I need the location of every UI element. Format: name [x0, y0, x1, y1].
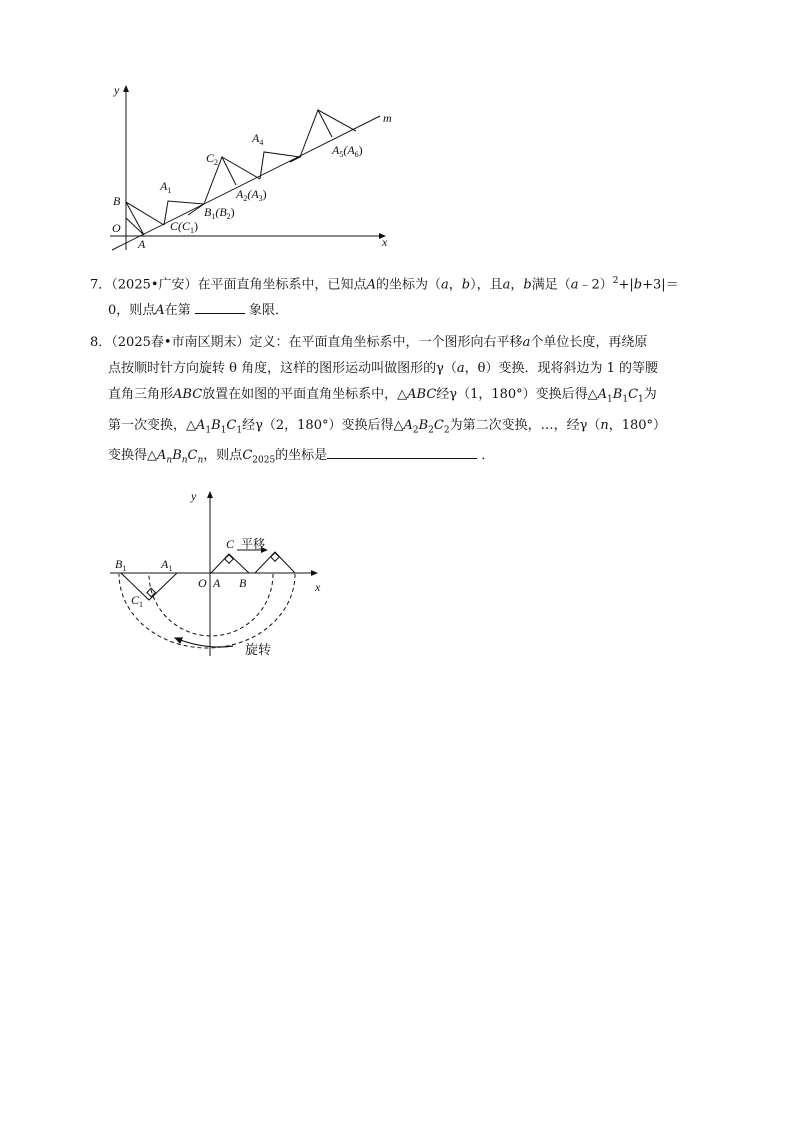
sub: 2025	[252, 455, 276, 466]
text: ，180°）	[608, 417, 667, 433]
text: 定义：在平面直角坐标系中，一个图形向右平移	[249, 335, 523, 350]
text: 经γ（1，180°）变换后得△	[436, 387, 598, 402]
sub: 1	[205, 425, 212, 436]
var: C	[242, 448, 253, 464]
text: 直角三角形	[108, 387, 174, 402]
question-8	[90, 330, 720, 474]
sub: 1	[638, 394, 644, 405]
text: 象限．	[248, 303, 288, 319]
var: A	[155, 303, 165, 319]
sub: 1	[622, 394, 629, 405]
point-b1-b2-label: $B_1(B_2)$	[204, 205, 235, 221]
var: ABC	[173, 387, 203, 402]
point-a2-a3-label: $A_2(A_3)$	[236, 187, 267, 203]
text: +|	[618, 277, 634, 293]
right-angle-mark	[225, 555, 233, 563]
text: ），且	[470, 277, 503, 293]
var: A	[157, 448, 167, 464]
var: b	[633, 277, 643, 293]
var: a	[522, 335, 531, 350]
triangle-chain	[126, 110, 356, 235]
point-a-label: A	[138, 237, 146, 251]
var: n	[600, 417, 609, 433]
var: B	[172, 448, 182, 464]
text: 经γ（2，180°）变换后得△	[242, 417, 404, 433]
origin-label: O	[198, 576, 207, 590]
var: A	[366, 277, 376, 293]
point-a-label: A	[213, 576, 221, 590]
text: 为第二次变换，…，经γ（	[449, 417, 601, 433]
var: A	[196, 417, 206, 433]
line-m	[112, 116, 380, 250]
var: C	[628, 387, 639, 402]
point-a5-a6-label: $A_5(A_6)$	[332, 143, 363, 159]
sub: n	[166, 455, 173, 466]
sub: 2	[443, 425, 450, 436]
x-label: x	[315, 580, 321, 594]
text: ，则点	[203, 448, 243, 464]
var: b	[461, 277, 471, 293]
m-label: m	[383, 111, 392, 125]
text: 满足（	[531, 277, 571, 293]
text: 的坐标为（	[375, 277, 441, 293]
figure-1	[100, 78, 400, 258]
var: B	[418, 417, 429, 433]
question-8-line-3	[90, 382, 720, 413]
point-b-label: B	[239, 576, 247, 590]
x-label: x	[382, 235, 388, 249]
text: 在第	[164, 303, 191, 319]
right-angle-mark	[271, 553, 279, 561]
figure-2	[105, 488, 335, 663]
var: B	[612, 387, 623, 402]
text: 第一次变换，△	[108, 417, 196, 433]
answer-blank[interactable]	[195, 299, 245, 314]
var: C	[226, 417, 237, 433]
text: ，	[510, 277, 524, 293]
var: a	[440, 277, 449, 293]
var: C	[433, 417, 444, 433]
var: b	[523, 277, 532, 293]
text: 点按顺时针方向旋转 θ 角度，这样的图形运动叫做图形的γ（	[108, 361, 457, 376]
origin-label: O	[112, 221, 121, 235]
text: 放置在如图的平面直角坐标系中，△	[202, 387, 408, 402]
text: ﹣2）	[578, 277, 613, 293]
var: C	[187, 448, 198, 464]
question-number: 7．	[90, 277, 112, 293]
exponent: 2	[612, 276, 619, 286]
text: +3|＝	[642, 277, 679, 293]
var: a	[570, 277, 579, 293]
rotate-label: 旋转	[245, 642, 272, 657]
text: ，θ）变换．现将斜边为 1 的等腰	[464, 361, 659, 376]
point-c-c1-label: $C(C_1)$	[170, 219, 199, 235]
question-number: 8．	[90, 335, 112, 350]
text: 为	[643, 387, 657, 402]
y-label: y	[191, 489, 197, 503]
sub: n	[197, 455, 204, 466]
text: 在平面直角坐标系中，已知点	[197, 277, 367, 293]
text: ．	[481, 448, 495, 464]
answer-blank[interactable]	[327, 444, 477, 459]
point-a1-label: $A_1$	[161, 557, 173, 573]
text: ，	[448, 277, 462, 293]
point-b-label: B	[113, 194, 121, 208]
var: A	[403, 417, 413, 433]
point-c1-label: $C_1$	[131, 593, 144, 609]
text: 0，则点	[108, 303, 156, 319]
var: ABC	[407, 387, 437, 402]
point-a1-label: $A_1$	[160, 179, 172, 195]
sub: n	[181, 455, 188, 466]
text: 变换得△	[108, 448, 157, 464]
question-8-line-5	[90, 443, 720, 474]
question-8-line-4	[90, 413, 720, 444]
question-8-line-2	[90, 356, 720, 382]
question-source: （2025春•市南区期末）	[111, 335, 250, 350]
var: A	[597, 387, 608, 402]
sub: 1	[220, 425, 227, 436]
question-source: （2025•广安）	[111, 277, 198, 293]
var: a	[456, 361, 465, 376]
sub: 2	[412, 425, 419, 436]
question-7-line-2	[90, 298, 720, 324]
triangle-translated	[255, 552, 295, 573]
point-b1-label: $B_1$	[115, 557, 127, 573]
rotation-arc-inner	[149, 574, 273, 636]
y-label: y	[114, 83, 120, 97]
var: B	[211, 417, 221, 433]
question-7-line-1	[90, 268, 720, 298]
rotation-arc-outer	[119, 574, 295, 648]
triangle-abc	[211, 554, 249, 573]
sub: 1	[607, 394, 613, 405]
point-c-label: C	[226, 537, 235, 551]
point-c2-label: $C_2$	[206, 151, 219, 167]
sub: 2	[428, 425, 434, 436]
point-a4-label: $A_4$	[252, 131, 264, 147]
question-8-line-1	[90, 330, 720, 356]
text: 的坐标是	[275, 448, 328, 464]
question-7	[90, 268, 720, 324]
translate-label: 平移	[241, 537, 266, 551]
sub: 1	[236, 425, 243, 436]
var: a	[502, 277, 511, 293]
text: 个单位长度，再绕原	[530, 335, 648, 350]
